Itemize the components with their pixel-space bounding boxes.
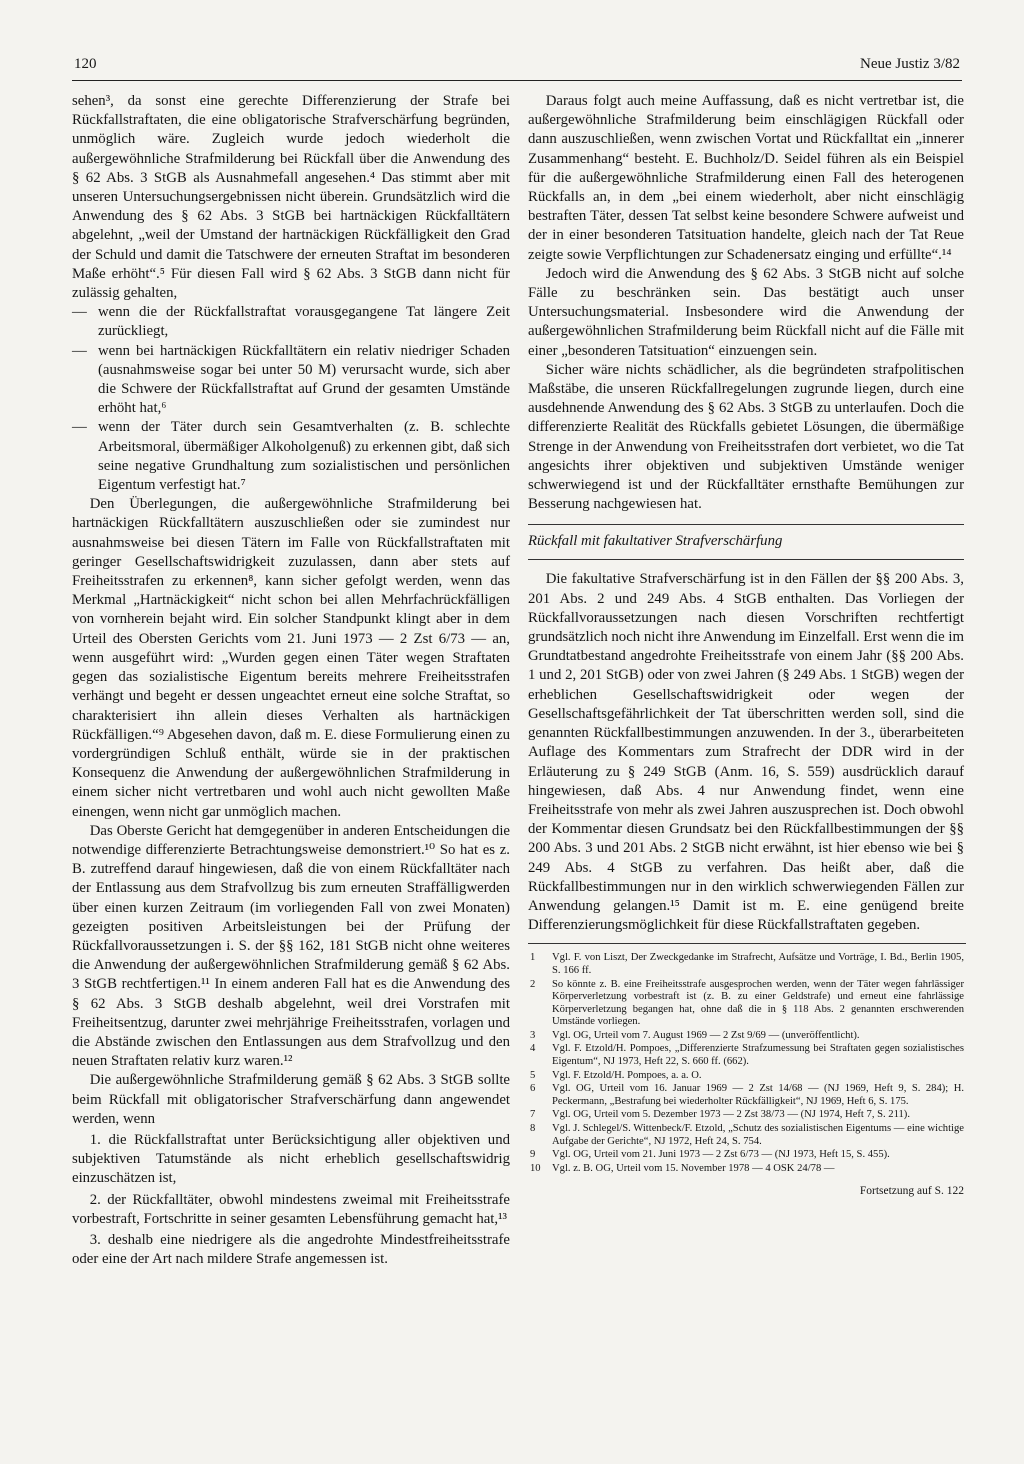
section-rule [528,559,964,560]
footnote [528,1070,964,1083]
paragraph: Jedoch wird die Anwendung des § 62 Abs. 3 StGB nicht auf solche Fälle zu beschränken sein. Das bestätigt auch unser Untersuchungsmaterial. Insbesondere wird die Anwendung der außergewöhnlichen Strafmilderung beim Rückfall nicht auf die Fälle mit einer „besonderen Tatsituation“ einzuengen sein. [528,265,964,359]
footnote-number: 10 [530,1162,541,1174]
paragraph: Daraus folgt auch meine Auffassung, daß es nicht vertretbar ist, die außergewöhnliche Strafmilderung beim einschlägigen Rückfall oder dann auszuschließen, wenn zwischen Vortat und Rückfalltat ein „innerer Zusammenhang“ besteht. E. Buchholz/D. Seidel führen als ein Beispiel für die außergewöhnliche Strafmilderung einen Fall des heterogenen Rückfalls an, in dem „bei einem wiederholt, aber nicht einschlägig bestraften Täter, dessen Tat selbst keine besondere Schwere aufweist und der in einer besonderen Tatsituation handelte, gleich nach der Tat Reue zeigte sowie Verpflichtungen zur Schadenersatz einging und erfüllte“.¹⁴ [528,93,964,263]
left-column [72,92,510,1271]
footnote-text: Vgl. F. Etzold/H. Pompoes, „Differenzierte Strafzumessung bei Straftaten gegen sozialistisches Eigentum“, NJ 1973, Heft 22, S. 660 ff. (662). [552,1043,964,1068]
footnote-number: 3 [530,1029,536,1041]
footnote [528,979,964,1029]
footnote [528,1030,964,1043]
paragraph: sehen³, da sonst eine gerechte Differenzierung der Strafe bei Rückfallstraftaten, die eine obligatorische Strafverschärfung begründen, unmöglich wäre. Zugleich wurde jedoch wiederholt die außergewöhnliche Strafmilderung bei Rückfall über die Anwendung des § 62 Abs. 3 StGB als Ausnahmefall angesehen.⁴ Das stimmt aber mit unseren Untersuchungsergebnissen nicht überein. Grundsätzlich wird die Anwendung des § 62 Abs. 3 StGB bei hartnäckigen Rückfalltätern abgelehnt, „weil der Umstand der hartnäckigen Rückfälligkeit den Grad der Schuld und damit die Tatschwere der erneuten Straftat im besonderen Maße erhöht“.⁵ Für diesen Fall wird § 62 Abs. 3 StGB dann nicht für zulässig gehalten, [72,93,510,302]
section-rule [528,524,964,525]
list-item: 2. der Rückfalltäter, obwohl mindestens zweimal mit Freiheitsstrafe vorbestraft, Fortschritte in seiner gesamten Lebensführung gemacht hat,¹³ [72,1191,510,1227]
footnotes [528,952,964,1175]
footnote [528,1163,964,1176]
journal-title: Neue Justiz 3/82 [860,56,960,72]
footnote-text: Vgl. J. Schlegel/S. Wittenbeck/F. Etzold, „Schutz des sozialistischen Eigentums — eine wichtige Aufgabe der Gerichte“, NJ 1972, Heft 24, S. 754. [552,1123,964,1147]
footnote-text: Vgl. z. B. OG, Urteil vom 15. November 1978 — 4 OSK 24/78 — [552,1162,835,1174]
paragraph: Das Oberste Gericht hat demgegenüber in anderen Entscheidungen die notwendige differenzierte Betrachtungsweise demonstriert.¹⁰ So hat es z. B. zutreffend darauf hingewiesen, daß die von einem Rückfalltäter nach der Entlassung aus dem Strafvollzug bis zum erneuten Straffälligwerden über einen kurzen Zeitraum (im vorliegenden Fall von zwei Monaten) gezeigten positiven Arbeitsleistungen bei der Prüfung der Rückfallvoraussetzungen i. S. der §§ 162, 181 StGB nicht ohne weiteres die Anwendung der außergewöhnlichen Strafmilderung gemäß § 62 Abs. 3 StGB rechtfertigen.¹¹ In einem anderen Fall hat es die Anwendung des § 62 Abs. 3 StGB deshalb abgelehnt, weil drei Vorstrafen mit Freiheitsentzug, darunter zwei mehrjährige Freiheitsstrafen, vorlagen und die Abstände zwischen den Entlassungen aus dem Strafvollzug und den neuen Straftaten relativ kurz waren.¹² [72,822,510,1070]
dash-list [72,303,510,495]
list-item: — wenn der Täter durch sein Gesamtverhalten (z. B. schlechte Arbeitsmoral, übermäßiger Alkoholgenuß) zu erkennen gibt, daß sich seine negative Grundhaltung zum sozialistischen und persönlichen Eigentum verfestigt hat.⁷ [72,418,510,495]
footnote-number: 8 [530,1123,536,1135]
right-column [528,92,964,1197]
footnote-number: 1 [530,952,536,964]
footnote [528,952,964,977]
footnote [528,1123,964,1148]
footnote [528,1043,964,1068]
paragraph: Sicher wäre nichts schädlicher, als die begründeten strafpolitischen Maßstäbe, die unseren Rückfallregelungen zugrunde liegen, durch eine ausdehnende Anwendung des § 62 Abs. 3 StGB zu unterlaufen. Doch die differenzierte Realität des Rückfalls gebietet Lösungen, die übermäßige Strenge in der Anwendung von Freiheitsstrafen dort verbietet, wo die Tat angesichts ihrer objektiven und subjektiven Umstände weniger schwerwiegend ist und der Rückfalltäter ernsthafte Bemühungen zur Besserung nachgewiesen hat. [528,361,964,513]
paragraph: Die fakultative Strafverschärfung ist in den Fällen der §§ 200 Abs. 3, 201 Abs. 2 und 249 Abs. 4 StGB enthalten. Das Vorliegen der Rückfallvoraussetzungen nach diesen Vorschriften rechtfertigt grundsätzlich noch nicht ihre Anwendung im Einzelfall. Erst wenn die im Grundtatbestand angedrohte Freiheitsstrafe von einem Jahr (§§ 200 Abs. 1 und 2, 201 StGB) oder von zwei Jahren (§ 249 Abs. 1 StGB) wegen der erheblichen Gesellschaftswidrigkeit oder wegen der Gesellschaftsgefährlichkeit der Tat überschritten werden soll, sind die genannten Rückfallbestimmungen anzuwenden. In der 3., überarbeiteten Auflage des Kommentars zum Strafrecht der DDR wird in der Erläuterung zu § 249 StGB (Anm. 16, S. 559) ausdrücklich darauf hingewiesen, daß Abs. 4 nur Anwendung findet, wenn eine Freiheitsstrafe von mehr als zwei Jahren auszusprechen ist. Doch obwohl der Kommentar diesen Grundsatz bei den Rückfallbestimmungen der §§ 200 Abs. 3 und 201 Abs. 2 StGB nicht erwähnt, ist hier ebenso wie bei § 249 Abs. 4 StGB zu verfahren. Das heißt aber, daß die Rückfallbestimmungen nur in den wirklich schwerwiegenden Fällen zur Anwendung gelangen.¹⁵ Damit ist m. E. eine genügend breite Differenzierungsmöglichkeit für diese Rückfallstraftaten gegeben. [528,571,964,934]
footnote-number: 5 [530,1069,536,1081]
list-item: — wenn bei hartnäckigen Rückfalltätern ein relativ niedriger Schaden (ausnahmsweise sogar bei unter 50 M) verursacht wurde, sich aber die Schwere der Rückfallstraftat auf Grund der gesamten Umstände erhöht hat,⁶ [72,342,510,419]
page-number: 120 [74,56,97,72]
footnote-rule [528,943,966,944]
footnote-text: Vgl. F. Etzold/H. Pompoes, a. a. O. [552,1069,702,1081]
footnote-text: Vgl. OG, Urteil vom 7. August 1969 — 2 Zst 9/69 — (unveröffentlicht). [552,1029,860,1041]
list-item: 1. die Rückfallstraftat unter Berücksichtigung aller objektiven und subjektiven Tatumstände als nicht erheblich gesellschaftswidrig einzuschätzen ist, [72,1131,510,1187]
footnote [528,1109,964,1122]
footnote-number: 2 [530,978,536,990]
paragraph: Den Überlegungen, die außergewöhnliche Strafmilderung bei hartnäckigen Rückfalltätern auszuschließen oder sie zumindest nur ausnahmsweise bei diesen Tätern im Falle von Rückfallstraftaten mit geringer Gesellschaftswidrigkeit zuzulassen, dann aber stets auf Freiheitsstrafen zu erkennen⁸, kann sicher gefolgt werden, wenn das Merkmal „Hartnäckigkeit“ nicht schon bei allen Mehrfachrückfälligen von vornherein bejaht wird. Ein solcher Standpunkt klingt aber in dem Urteil des Obersten Gerichts vom 21. Juni 1973 — 2 Zst 6/73 — an, wenn ausgeführt wird: „Wurden gegen einen Täter wegen Straftaten gegen das sozialistische Eigentum bereits mehrere Freiheitsstrafen verhängt und begeht er dessen ungeachtet erneut eine solche Straftat, so charakterisiert ihn allein dieses Verhalten als hartnäckigen Rückfälligen.“⁹ Abgesehen davon, daß m. E. diese Formulierung einen zu vordergründigen Schluß enthält, würde sie in der praktischen Konsequenz die Anwendung der außergewöhnlichen Strafmilderung in einem sicher nicht vertretbaren und wohl auch nicht gewollten Maße einengen, wenn nicht gar unmöglich machen. [72,496,510,820]
footnote-text: Vgl. OG, Urteil vom 16. Januar 1969 — 2 Zst 14/68 — (NJ 1969, Heft 9, S. 284); H. Peckermann, „Bestrafung bei wiederholter Rückfälligkeit“, NJ 1969, Heft 6, S. 175. [552,1083,964,1107]
footnote-number: 9 [530,1149,536,1161]
footnote-number: 7 [530,1109,536,1121]
footnote-text: So könnte z. B. eine Freiheitsstrafe ausgesprochen werden, wenn der Täter wegen fahrlässiger Körperverletzung vorbestraft ist (z. B. zu einer Geldstrafe) und erneut eine fahrlässige Körperverletzung begangen hat, ohne daß die in § 118 Abs. 2 genannten erschwerenden Umstände vorliegen. [552,978,964,1028]
footnote-number: 4 [530,1043,536,1055]
numbered-list [72,1131,510,1269]
footnote-text: Vgl. OG, Urteil vom 21. Juni 1973 — 2 Zst 6/73 — (NJ 1973, Heft 15, S. 455). [552,1149,890,1161]
list-item: — wenn die der Rückfallstraftat vorausgegangene Tat längere Zeit zurückliegt, [72,303,510,341]
footnote [528,1083,964,1108]
section-heading: Rückfall mit fakultativer Strafverschärfung [528,533,783,550]
paragraph: Die außergewöhnliche Strafmilderung gemäß § 62 Abs. 3 StGB sollte beim Rückfall mit obligatorischer Strafverschärfung dann angewendet werden, wenn [72,1072,510,1127]
footnote-text: Vgl. OG, Urteil vom 5. Dezember 1973 — 2 Zst 38/73 — (NJ 1974, Heft 7, S. 211). [552,1109,910,1121]
continuation-note: Fortsetzung auf S. 122 [859,1185,964,1198]
footnote [528,1149,964,1162]
footnote-number: 6 [530,1083,536,1095]
header-rule [72,80,962,81]
footnote-text: Vgl. F. von Liszt, Der Zweckgedanke im Strafrecht, Aufsätze und Vorträge, I. Bd., Berlin 1905, S. 166 ff. [552,952,964,976]
list-item: 3. deshalb eine niedrigere als die angedrohte Mindestfreiheitsstrafe oder eine der Art nach mildere Strafe angemessen ist. [72,1231,510,1268]
